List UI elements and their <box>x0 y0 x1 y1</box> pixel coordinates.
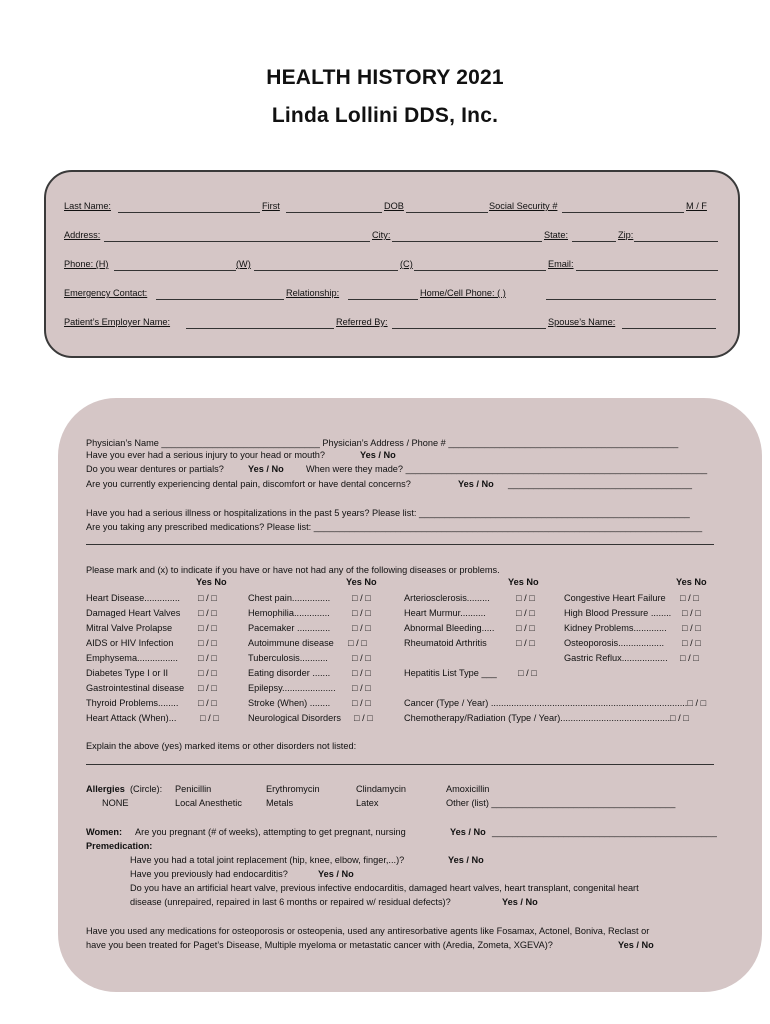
yes-no-header-4: Yes No <box>676 577 707 587</box>
disease-label: Abnormal Bleeding..... <box>404 623 495 633</box>
disease-label: Gastric Reflux.................. <box>564 653 668 663</box>
disease-label: Mitral Valve Prolapse <box>86 623 173 633</box>
yes-no-checkbox[interactable]: □ / □ <box>198 623 217 633</box>
premedication-label: Premedication: <box>86 841 153 851</box>
yes-no-checkbox[interactable]: □ / □ <box>682 608 701 618</box>
yes-no-checkbox[interactable]: □ / □ <box>516 608 535 618</box>
explain-prompt: Explain the above (yes) marked items or other disorders not listed: <box>86 741 357 751</box>
heart-valve-answer[interactable]: Yes / No <box>502 897 538 907</box>
yes-no-checkbox[interactable]: □ / □ <box>682 623 701 633</box>
home-cell-phone-field[interactable] <box>546 299 716 300</box>
joint-replacement-question: Have you had a total joint replacement (hip, knee, elbow, finger,...)? <box>130 855 405 865</box>
last-name-field[interactable] <box>118 212 260 213</box>
physician-line[interactable]: Physician’s Name _______________________________ Physician’s Address / Phone # _____________________________________________ <box>86 438 679 448</box>
zip-label: Zip: <box>618 230 634 240</box>
women-label: Women: <box>86 827 123 837</box>
pain-notes[interactable]: ____________________________________ <box>508 479 692 489</box>
state-label: State: <box>544 230 569 240</box>
allergy-option[interactable]: Penicillin <box>175 784 212 794</box>
disease-label: Heart Disease.............. <box>86 593 180 603</box>
disease-label: Emphysema................ <box>86 653 178 663</box>
injury-question: Have you ever had a serious injury to your head or mouth? <box>86 450 326 460</box>
yes-no-checkbox[interactable]: □ / □ <box>682 638 701 648</box>
women-answer[interactable]: Yes / No <box>450 827 486 837</box>
disease-label: Chest pain............... <box>248 593 331 603</box>
form-title: HEALTH HISTORY 2021 <box>266 66 504 89</box>
allergy-option[interactable]: Clindamycin <box>356 784 407 794</box>
allergy-option[interactable]: NONE <box>102 798 129 808</box>
disease-label: Stroke (When) ........ <box>248 698 331 708</box>
dob-field[interactable] <box>406 212 488 213</box>
disease-label: Epilepsy..................... <box>248 683 336 693</box>
address-field[interactable] <box>104 241 370 242</box>
yes-no-checkbox[interactable]: □ / □ <box>680 593 699 603</box>
disease-label: AIDS or HIV Infection <box>86 638 174 648</box>
dentures-when[interactable]: When were they made? ___________________________________________________________ <box>306 464 708 474</box>
allergy-other[interactable]: Other (list) ____________________________________ <box>446 798 676 808</box>
email-field[interactable] <box>576 270 718 271</box>
home-cell-phone-label: Home/Cell Phone: ( ) <box>420 288 506 298</box>
city-label: City: <box>372 230 391 240</box>
yes-no-checkbox[interactable]: □ / □ <box>198 608 217 618</box>
first-name-field[interactable] <box>286 212 382 213</box>
cancer-line[interactable]: Cancer (Type / Year) .............................................................................□ / □ <box>404 698 707 708</box>
disease-label: Eating disorder ....... <box>248 668 331 678</box>
endocarditis-question: Have you previously had endocarditis? <box>130 869 288 879</box>
disease-label: Neurological Disorders <box>248 713 341 723</box>
heart-valve-question: Do you have an artificial heart valve, previous infective endocarditis, damaged heart valves, heart transplant, congenital heart <box>130 883 639 893</box>
endocarditis-answer[interactable]: Yes / No <box>318 869 354 879</box>
yes-no-checkbox[interactable]: □ / □ <box>516 623 535 633</box>
phone-work-field[interactable] <box>254 270 398 271</box>
state-field[interactable] <box>572 241 616 242</box>
allergies-label: Allergies <box>86 784 125 794</box>
yes-no-checkbox[interactable]: □ / □ <box>200 713 219 723</box>
chemo-line[interactable]: Chemotherapy/Radiation (Type / Year)...........................................□ / □ <box>404 713 689 723</box>
yes-no-header-3: Yes No <box>508 577 539 587</box>
phone-home-label: Phone: (H) <box>64 259 109 269</box>
disease-label: Pacemaker ............. <box>248 623 331 633</box>
city-field[interactable] <box>392 241 542 242</box>
yes-no-checkbox[interactable]: □ / □ <box>516 638 535 648</box>
osteoporosis-answer[interactable]: Yes / No <box>618 940 654 950</box>
disease-label: Thyroid Problems........ <box>86 698 179 708</box>
dentures-question: Do you wear dentures or partials? <box>86 464 224 474</box>
osteoporosis-question: Have you used any medications for osteoporosis or osteopenia, used any antiresorbative agents like Fosamax, Actonel, Boniva, Reclast or <box>86 926 650 936</box>
yes-no-checkbox[interactable]: □ / □ <box>352 653 371 663</box>
referred-by-label: Referred By: <box>336 317 388 327</box>
yes-no-header-1: Yes No <box>196 577 227 587</box>
first-name-label: First <box>262 201 280 211</box>
yes-no-checkbox[interactable]: □ / □ <box>354 713 373 723</box>
dentures-answer[interactable]: Yes / No <box>248 464 284 474</box>
spouse-name-label: Spouse’s Name: <box>548 317 616 327</box>
disease-label: Hemophilia.............. <box>248 608 330 618</box>
disease-label: Congestive Heart Failure <box>564 593 666 603</box>
ssn-label: Social Security # <box>489 201 558 211</box>
illness-question[interactable]: Have you had a serious illness or hospitalizations in the past 5 years? Please list: _____________________________________________________ <box>86 508 690 518</box>
disease-label: Kidney Problems............. <box>564 623 667 633</box>
zip-field[interactable] <box>634 241 718 242</box>
yes-no-checkbox[interactable]: □ / □ <box>198 668 217 678</box>
yes-no-checkbox[interactable]: □ / □ <box>352 668 371 678</box>
medications-question[interactable]: Are you taking any prescribed medications? Please list: ____________________________________________________________________________ <box>86 522 703 532</box>
address-label: Address: <box>64 230 101 240</box>
women-notes[interactable]: ____________________________________________ <box>492 827 717 837</box>
osteoporosis-question-cont: have you been treated for Paget’s Disease, Multiple myeloma or metastatic cancer with (Aredia, Zometa, XGEVA)? <box>86 940 553 950</box>
allergies-circle-note: (Circle): <box>130 784 163 794</box>
disease-label: Gastrointestinal disease <box>86 683 185 693</box>
phone-cell-label: (C) <box>400 259 413 269</box>
email-label: Email: <box>548 259 574 269</box>
spouse-name-field[interactable] <box>622 328 716 329</box>
disease-label: Heart Attack (When)... <box>86 713 177 723</box>
allergy-option[interactable]: Erythromycin <box>266 784 320 794</box>
relationship-field[interactable] <box>348 299 418 300</box>
disease-label: Damaged Heart Valves <box>86 608 181 618</box>
disease-label: Autoimmune disease <box>248 638 334 648</box>
allergy-option[interactable]: Local Anesthetic <box>175 798 242 808</box>
yes-no-checkbox[interactable]: □ / □ <box>352 683 371 693</box>
allergy-option[interactable]: Latex <box>356 798 379 808</box>
disease-label: Tuberculosis........... <box>248 653 328 663</box>
employer-label: Patient’s Employer Name: <box>64 317 171 327</box>
allergy-option[interactable]: Amoxicillin <box>446 784 490 794</box>
disease-label: Osteoporosis.................. <box>564 638 665 648</box>
disease-instructions: Please mark and (x) to indicate if you have or have not had any of the following diseases or problems. <box>86 565 500 575</box>
last-name-label: Last Name: <box>64 201 111 211</box>
pain-answer[interactable]: Yes / No <box>458 479 494 489</box>
practice-name: Linda Lollini DDS, Inc. <box>271 104 499 127</box>
joint-replacement-answer[interactable]: Yes / No <box>448 855 484 865</box>
phone-cell-field[interactable] <box>414 270 546 271</box>
medications-extra-line[interactable] <box>86 544 714 545</box>
ssn-field[interactable] <box>562 212 684 213</box>
disease-label: Hepatitis List Type ___ <box>404 668 497 678</box>
yes-no-checkbox[interactable]: □ / □ <box>680 653 699 663</box>
yes-no-checkbox[interactable]: □ / □ <box>348 638 367 648</box>
disease-label: Diabetes Type I or II <box>86 668 169 678</box>
yes-no-checkbox[interactable]: □ / □ <box>198 698 217 708</box>
explain-field[interactable] <box>86 764 714 765</box>
yes-no-checkbox[interactable]: □ / □ <box>198 638 217 648</box>
allergy-option[interactable]: Metals <box>266 798 294 808</box>
sex-selector[interactable]: M / F <box>686 201 707 211</box>
emergency-contact-label: Emergency Contact: <box>64 288 148 298</box>
phone-home-field[interactable] <box>114 270 236 271</box>
yes-no-checkbox[interactable]: □ / □ <box>518 668 537 678</box>
employer-field[interactable] <box>186 328 334 329</box>
disease-label: Heart Murmur.......... <box>404 608 486 618</box>
heart-valve-question-cont: disease (unrepaired, repaired in last 6 months or repaired w/ residual defects)? <box>130 897 451 907</box>
phone-work-label: (W) <box>236 259 251 269</box>
yes-no-checkbox[interactable]: □ / □ <box>352 698 371 708</box>
yes-no-checkbox[interactable]: □ / □ <box>516 593 535 603</box>
pain-question: Are you currently experiencing dental pain, discomfort or have dental concerns? <box>86 479 411 489</box>
yes-no-checkbox[interactable]: □ / □ <box>198 593 217 603</box>
injury-answer[interactable]: Yes / No <box>360 450 396 460</box>
patient-info-box <box>44 170 740 358</box>
disease-label: Rheumatoid Arthritis <box>404 638 487 648</box>
dob-label: DOB <box>384 201 404 211</box>
disease-label: Arteriosclerosis......... <box>404 593 490 603</box>
women-question: Are you pregnant (# of weeks), attempting to get pregnant, nursing <box>135 827 406 837</box>
yes-no-checkbox[interactable]: □ / □ <box>198 683 217 693</box>
yes-no-checkbox[interactable]: □ / □ <box>352 608 371 618</box>
referred-by-field[interactable] <box>392 328 546 329</box>
yes-no-header-2: Yes No <box>346 577 377 587</box>
yes-no-checkbox[interactable]: □ / □ <box>352 623 371 633</box>
disease-label: High Blood Pressure ........ <box>564 608 672 618</box>
emergency-contact-field[interactable] <box>156 299 284 300</box>
yes-no-checkbox[interactable]: □ / □ <box>352 593 371 603</box>
relationship-label: Relationship: <box>286 288 340 298</box>
yes-no-checkbox[interactable]: □ / □ <box>198 653 217 663</box>
